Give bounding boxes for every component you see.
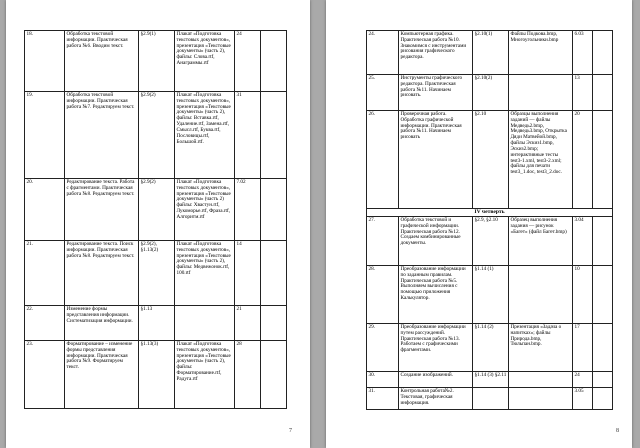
extra-cell xyxy=(593,388,613,410)
textbook-section: §2.9, §2.10 xyxy=(473,217,509,266)
lesson-resources xyxy=(509,372,573,388)
lesson-date: 20 xyxy=(573,111,593,209)
textbook-section: §2.10 xyxy=(473,111,509,209)
lesson-resources: Плакат «Подготовка текстовых документов», презентация «Текстовые документы» (часть 2), файлы: Форматирование.rtf, Радуга.rtf xyxy=(175,341,235,409)
lesson-date: 3.05 xyxy=(573,388,593,410)
textbook-section: §2.10(2) xyxy=(473,75,509,111)
table-row xyxy=(25,92,287,179)
textbook-section: §1.13 xyxy=(139,306,175,341)
lesson-topic: Редактирование текста. Поиск информации. Практическая работа №8. Редактируем текст. xyxy=(65,241,139,306)
row-number: 23. xyxy=(25,341,65,409)
row-number: 22. xyxy=(25,306,65,341)
table-row xyxy=(25,241,287,306)
lesson-topic: Обработка текстовой информации. Практическая работа №7. Редактируем текст. xyxy=(65,92,139,179)
lesson-date: 24 xyxy=(573,372,593,388)
lesson-topic: Форматирование – изменение формы представления информации. Практическая работа №9. Форматируем текст. xyxy=(65,341,139,409)
row-number: 30. xyxy=(367,372,399,388)
lesson-resources: Презентация «Задача о напитках»; файлы Природа.bmp, Тюльпан.bmp. xyxy=(509,324,573,372)
row-number: 31. xyxy=(367,388,399,410)
row-number: 18. xyxy=(25,31,65,92)
row-number: 26. xyxy=(367,111,399,209)
lesson-date: 3.04 xyxy=(573,217,593,266)
table-row xyxy=(367,31,613,75)
extra-cell xyxy=(261,92,287,179)
extra-cell xyxy=(261,341,287,409)
page-number: 7 xyxy=(289,428,292,434)
table-row xyxy=(25,179,287,241)
row-number: 29. xyxy=(367,324,399,372)
lesson-date: 17 xyxy=(573,324,593,372)
lesson-resources: Плакат «Подготовка текстовых документов», презентация «Текстовые документы» (часть 2), файлы: Вставка.rtf, Удаление.rtf, Замена.rtf, Смысл.rtf, Буква.rtf, Пословицы.rtf, Большой.rtf. xyxy=(175,92,235,179)
row-number: 20. xyxy=(25,179,65,241)
extra-cell xyxy=(261,179,287,241)
extra-cell xyxy=(593,266,613,324)
extra-cell xyxy=(593,111,613,209)
extra-cell xyxy=(261,31,287,92)
table-row xyxy=(367,111,613,209)
lesson-resources xyxy=(509,388,573,410)
lesson-resources: Плакат «Подготовка текстовых документов», презентация «Текстовые документы» (часть 2), файлы: Медвежонок.rtf, 100.rtf xyxy=(175,241,235,306)
lesson-date: 6.03 xyxy=(573,31,593,75)
textbook-section: §2.9(1) xyxy=(139,31,175,92)
extra-cell xyxy=(593,75,613,111)
row-number: 25. xyxy=(367,75,399,111)
lesson-resources: Плакат «Подготовка текстовых документов», презентация «Текстовые документы» (часть 2) файлы: Хвастун.rtf, Лукоморье.rtf, Фраза.rtf, Алгоритм.rtf xyxy=(175,179,235,241)
table-row xyxy=(367,388,613,410)
lesson-plan-table-right xyxy=(366,30,613,410)
table-row xyxy=(367,217,613,266)
lesson-resources: Файлы Подкова.bmp, Многоугольники.bmp xyxy=(509,31,573,75)
row-number: 28. xyxy=(367,266,399,324)
page-number: 8 xyxy=(616,428,619,434)
lesson-date: 21 xyxy=(235,306,261,341)
lesson-topic: Обработка текстовой и графической информации. Практическая работа №12. Создаем комбинированные документы. xyxy=(399,217,473,266)
row-number: 24. xyxy=(367,31,399,75)
lesson-topic: Редактирование текста. Работа с фрагментами. Практическая работа №8. Редактируем текст. xyxy=(65,179,139,241)
lesson-topic: Проверочная работа. Обработка графической информации. Практическая работа №11. Начинаем рисовать xyxy=(399,111,473,209)
table-row xyxy=(25,341,287,409)
table-row xyxy=(367,266,613,324)
quarter-heading: IV четверть xyxy=(367,209,613,217)
quarter-header-row xyxy=(367,209,613,217)
table-row xyxy=(25,31,287,92)
table-row xyxy=(367,372,613,388)
table-row xyxy=(25,306,287,341)
lesson-resources: Образец выполнения задания — рисунок «Багет» (файл Багет.bmp) xyxy=(509,217,573,266)
textbook-section: §1.14 (3) §2.11 xyxy=(473,372,509,388)
lesson-topic: Инструменты графического редактора. Практическая работа №11. Начинаем рисовать. xyxy=(399,75,473,111)
lesson-topic: Контрольная работа№2. Текстовая, графическая информация. xyxy=(399,388,473,410)
lesson-plan-table-left xyxy=(24,30,287,409)
textbook-section: §2.9(2) xyxy=(139,92,175,179)
lesson-date: 10 xyxy=(573,266,593,324)
lesson-date: 7.02 xyxy=(235,179,261,241)
extra-cell xyxy=(593,217,613,266)
lesson-topic: Преобразование информации путем рассуждений. Практическая работа №13. Работаем с графическими фрагментами. xyxy=(399,324,473,372)
lesson-resources: Плакат «Подготовка текстовых документов», презентация «Текстовые документы» (часть 2), файлы: Слова.rtf, Анаграммы.rtf xyxy=(175,31,235,92)
lesson-resources: Образцы выполнения заданий — файлы Медведь2.bmp, Медведь3.bmp, Открытка Дяди Матвейой.bmp, файлы Эскиз1.bmp, Эскиз2.bmp; интерактивные тесты test3-1.xml, test3-2.xml; файлы для печати test3_1.doc, test3_2.doc. xyxy=(509,111,573,209)
lesson-date: 31 xyxy=(235,92,261,179)
left-document-page xyxy=(6,0,310,448)
extra-cell xyxy=(593,31,613,75)
lesson-topic: Обработка текстовой информации. Практическая работа №6. Вводим текст. xyxy=(65,31,139,92)
table-row xyxy=(367,324,613,372)
row-number: 27. xyxy=(367,217,399,266)
textbook-section: §2.9(2) xyxy=(139,179,175,241)
extra-cell xyxy=(593,372,613,388)
lesson-topic: Изменение формы представления информации. Систематизация информации. xyxy=(65,306,139,341)
textbook-section: §1.13(3) xyxy=(139,341,175,409)
textbook-section xyxy=(473,388,509,410)
extra-cell xyxy=(261,306,287,341)
row-number: 21. xyxy=(25,241,65,306)
extra-cell xyxy=(261,241,287,306)
textbook-section: §2.10(1) xyxy=(473,31,509,75)
lesson-date: 24 xyxy=(235,31,261,92)
lesson-date: 13 xyxy=(573,75,593,111)
lesson-resources xyxy=(509,75,573,111)
lesson-date: 14 xyxy=(235,241,261,306)
textbook-section: §1.14 (2) xyxy=(473,324,509,372)
extra-cell xyxy=(593,324,613,372)
lesson-resources xyxy=(175,306,235,341)
table-row xyxy=(367,75,613,111)
textbook-section: §2.9(2), §1.13(2) xyxy=(139,241,175,306)
right-document-page xyxy=(326,0,632,448)
lesson-resources xyxy=(509,266,573,324)
lesson-date: 28 xyxy=(235,341,261,409)
lesson-topic: Создание изображений. xyxy=(399,372,473,388)
textbook-section: §1.14 (1) xyxy=(473,266,509,324)
lesson-topic: Компьютерная графика. Практическая работа №10. Знакомимся с инструментами рисования графического редактора. xyxy=(399,31,473,75)
lesson-topic: Преобразование информации по заданным правилам. Практическая работа №5. Выполняем вычисления с помощью приложения Калькулятор. xyxy=(399,266,473,324)
row-number: 19. xyxy=(25,92,65,179)
